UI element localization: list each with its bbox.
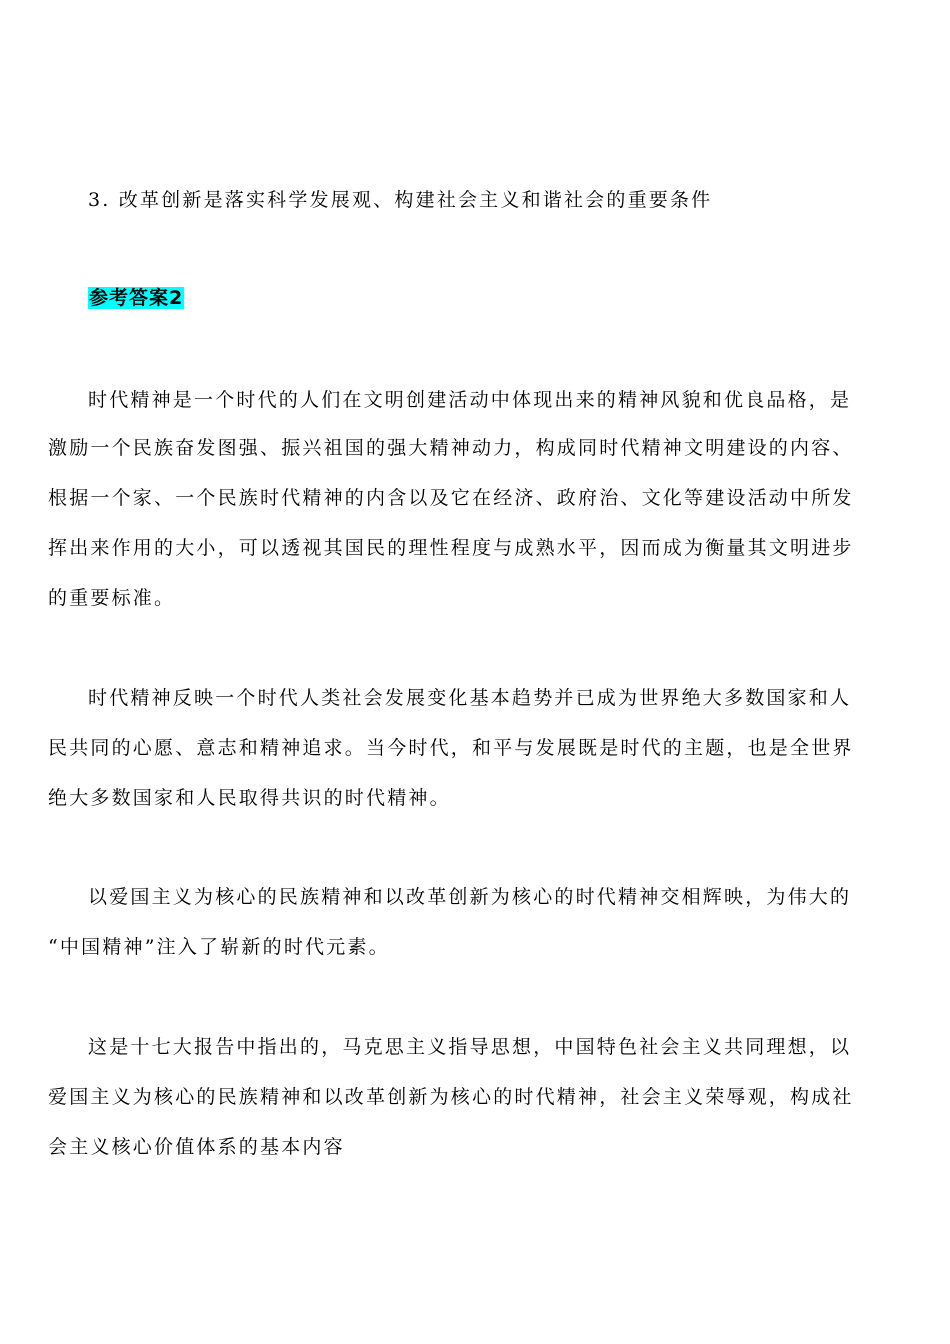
paragraph-1-line: 时代精神是一个时代的人们在文明创建活动中体现出来的精神风貌和优良品格，是: [88, 389, 852, 411]
paragraph-3-line: “中国精神”注入了崭新的时代元素。: [48, 936, 390, 958]
paragraph-2-line: 民共同的心愿、意志和精神追求。当今时代，和平与发展既是时代的主题，也是全世界: [48, 737, 854, 759]
paragraph-1-line: 的重要标准。: [48, 587, 176, 609]
paragraph-1-line: 挥出来作用的大小，可以透视其国民的理性程度与成熟水平，因而成为衡量其文明进步: [48, 537, 854, 559]
paragraph-1-line: 激励一个民族奋发图强、振兴祖国的强大精神动力，构成同时代精神文明建设的内容、: [48, 437, 854, 459]
paragraph-4-line: 这是十七大报告中指出的，马克思主义指导思想，中国特色社会主义共同理想，以: [88, 1036, 852, 1058]
answer-heading-highlight: 参考答案2: [89, 287, 184, 309]
answer-heading: [88, 284, 184, 312]
point-3-text: 3. 改革创新是落实科学发展观、构建社会主义和谐社会的重要条件: [88, 189, 713, 211]
paragraph-2-line: 绝大多数国家和人民取得共识的时代精神。: [48, 787, 451, 809]
paragraph-2-line: 时代精神反映一个时代人类社会发展变化基本趋势并已成为世界绝大多数国家和人: [88, 687, 852, 709]
paragraph-1-line: 根据一个家、一个民族时代精神的内含以及它在经济、政府治、文化等建设活动中所发: [48, 487, 854, 509]
paragraph-3-line: 以爱国主义为核心的民族精神和以改革创新为核心的时代精神交相辉映，为伟大的: [88, 886, 852, 908]
paragraph-4-line: 会主义核心价值体系的基本内容: [48, 1136, 345, 1158]
paragraph-4-line: 爱国主义为核心的民族精神和以改革创新为核心的时代精神，社会主义荣辱观，构成社: [48, 1086, 854, 1108]
